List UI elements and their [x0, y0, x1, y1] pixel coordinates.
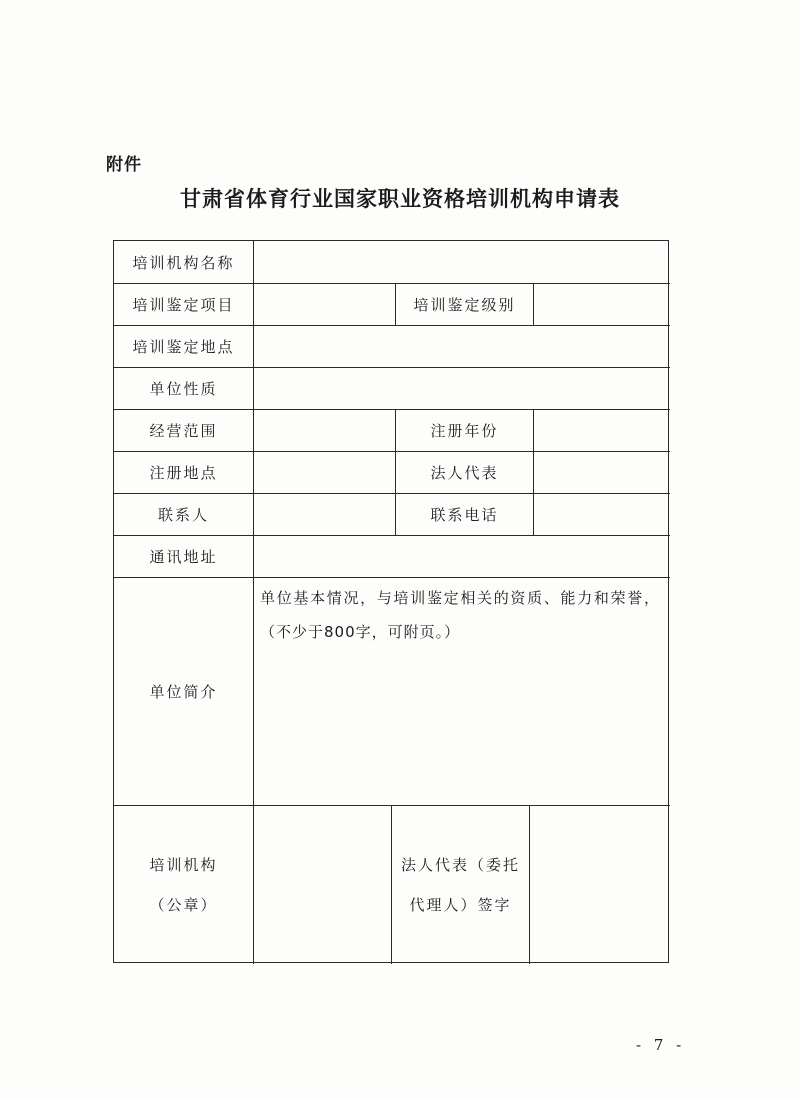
training-level-field[interactable] — [534, 283, 670, 325]
contact-person-field[interactable] — [254, 493, 395, 535]
unit-intro-text[interactable]: 单位基本情况，与培训鉴定相关的资质、能力和荣誉，（不少于800字，可附页。） — [260, 589, 660, 641]
legal-sign-label — [392, 805, 529, 964]
registration-place-label: 注册地点 — [149, 463, 218, 482]
training-location-field[interactable] — [254, 325, 670, 367]
registration-place-field[interactable] — [254, 451, 395, 493]
page-number: - 7 - — [636, 1036, 686, 1054]
training-item-label: 培训鉴定项目 — [132, 295, 235, 314]
unit-intro-label: 单位简介 — [149, 682, 218, 701]
contact-phone-label: 联系电话 — [430, 505, 499, 524]
legal-sign-field[interactable] — [530, 805, 670, 964]
institution-seal-line1: 培训机构 — [149, 855, 218, 874]
unit-nature-label: 单位性质 — [149, 379, 218, 398]
business-scope-label: 经营范围 — [149, 421, 218, 440]
institution-seal-label — [114, 805, 253, 964]
registration-year-field[interactable] — [534, 409, 670, 451]
legal-rep-field[interactable] — [534, 451, 670, 493]
attachment-label: 附件 — [106, 155, 142, 175]
institution-seal-field[interactable] — [254, 805, 391, 964]
contact-phone-field[interactable] — [534, 493, 670, 535]
unit-nature-field[interactable] — [254, 367, 670, 409]
institution-name-field[interactable] — [254, 241, 670, 283]
contact-person-label: 联系人 — [157, 505, 209, 524]
training-location-label: 培训鉴定地点 — [132, 337, 235, 356]
mailing-address-field[interactable] — [254, 535, 670, 577]
mailing-address-label: 通讯地址 — [149, 547, 218, 566]
legal-sign-line2: 代理人）签字 — [409, 895, 512, 914]
business-scope-field[interactable] — [254, 409, 395, 451]
registration-year-label: 注册年份 — [430, 421, 499, 440]
institution-name-label: 培训机构名称 — [132, 253, 235, 272]
legal-sign-line1: 法人代表（委托 — [400, 855, 520, 874]
training-item-field[interactable] — [254, 283, 395, 325]
application-form-table — [113, 240, 669, 963]
document-title: 甘肃省体育行业国家职业资格培训机构申请表 — [180, 187, 620, 211]
institution-seal-line2: （公章） — [149, 895, 218, 914]
training-level-label: 培训鉴定级别 — [413, 295, 516, 314]
legal-rep-label: 法人代表 — [430, 463, 499, 482]
